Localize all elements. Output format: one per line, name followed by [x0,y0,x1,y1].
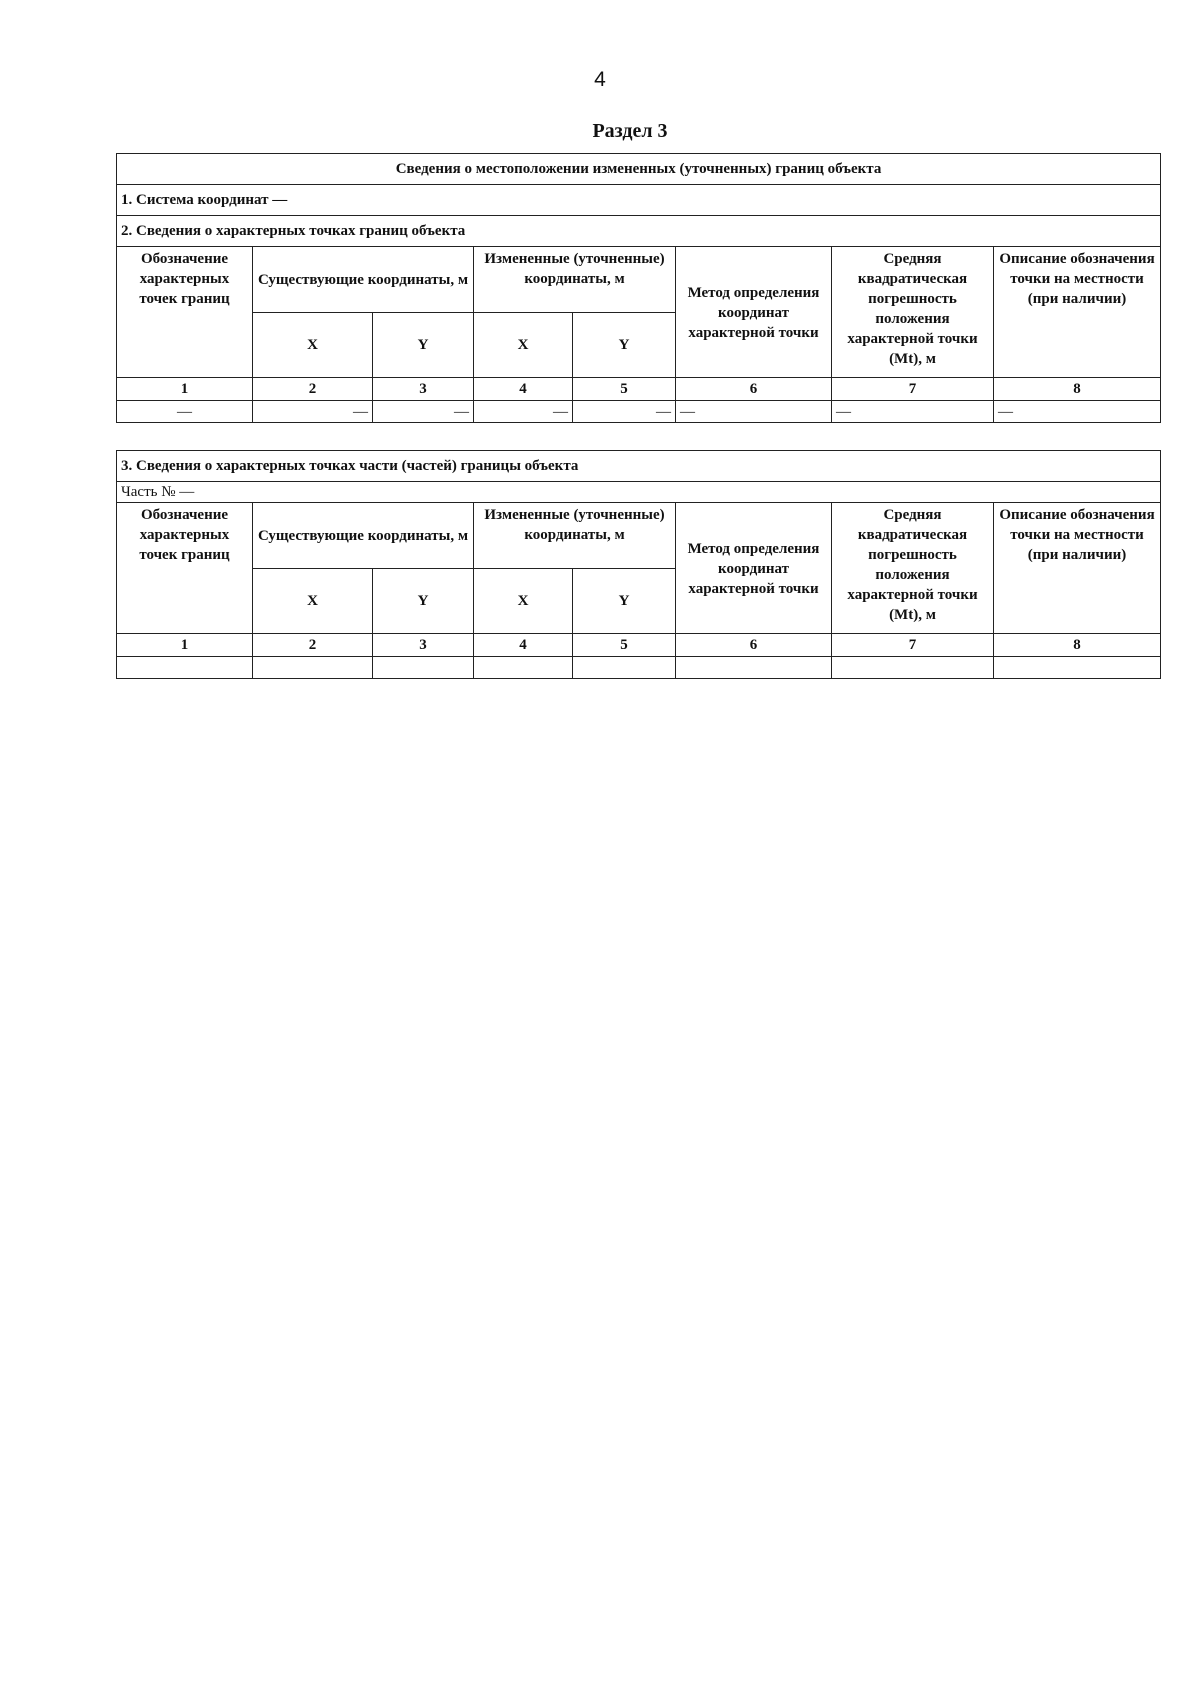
column-number: 2 [253,378,373,401]
page-number: 4 [594,68,606,91]
table-subtitle: 3. Сведения о характерных точках части (частей) границы объекта [117,451,1161,482]
table-cell: — [373,401,474,423]
header-existing-coords: Существующие координаты, м [253,247,474,313]
column-number: 7 [832,634,994,657]
table-cell [994,657,1161,679]
table-cell [676,657,832,679]
header-changed-coords: Измененные (уточненные) координаты, м [474,503,676,569]
table-cell: — [676,401,832,423]
header-existing-x: X [253,312,373,378]
table-cell [474,657,573,679]
column-number: 5 [573,378,676,401]
column-number: 4 [474,634,573,657]
table-cell [117,657,253,679]
header-changed-y: Y [573,312,676,378]
table-row [117,657,1161,679]
column-number: 5 [573,634,676,657]
header-point-designation: Обозначение характерных точек границ [117,247,253,378]
column-number: 8 [994,634,1161,657]
column-number: 8 [994,378,1161,401]
table-cell [832,657,994,679]
header-description: Описание обозначения точки на местности (при наличии) [994,503,1161,634]
column-number: 2 [253,634,373,657]
coordinate-system-label: 1. Система координат — [117,185,1161,216]
column-number: 3 [373,378,474,401]
header-changed-x: X [474,568,573,634]
column-number: 1 [117,634,253,657]
table-caption: Сведения о местоположении измененных (уточненных) границ объекта [117,154,1161,185]
table-cell: — [832,401,994,423]
header-existing-y: Y [373,312,474,378]
column-number: 6 [676,634,832,657]
header-method: Метод определения координат характерной точки [676,247,832,378]
header-error: Средняя квадратическая погрешность положения характерной точки (Mt), м [832,503,994,634]
header-existing-coords: Существующие координаты, м [253,503,474,569]
table-subtitle: 2. Сведения о характерных точках границ объекта [117,216,1161,247]
header-error: Средняя квадратическая погрешность положения характерной точки (Mt), м [832,247,994,378]
table-cell: — [994,401,1161,423]
header-description: Описание обозначения точки на местности (при наличии) [994,247,1161,378]
table-cell [253,657,373,679]
header-changed-coords: Измененные (уточненные) координаты, м [474,247,676,313]
header-existing-y: Y [373,568,474,634]
table-cell: — [253,401,373,423]
part-number-label: Часть № — [117,482,1161,503]
boundary-parts-table [116,450,1161,679]
header-method: Метод определения координат характерной точки [676,503,832,634]
section-title: Раздел 3 [592,120,668,142]
column-number: 4 [474,378,573,401]
header-existing-x: X [253,568,373,634]
column-number: 3 [373,634,474,657]
header-changed-y: Y [573,568,676,634]
column-number: 1 [117,378,253,401]
table-cell: — [573,401,676,423]
table-cell: — [474,401,573,423]
table-cell [573,657,676,679]
column-number: 6 [676,378,832,401]
header-changed-x: X [474,312,573,378]
boundary-location-table [116,153,1161,423]
column-number: 7 [832,378,994,401]
table-cell [373,657,474,679]
table-cell: — [117,401,253,423]
table-row [117,401,1161,423]
header-point-designation: Обозначение характерных точек границ [117,503,253,634]
